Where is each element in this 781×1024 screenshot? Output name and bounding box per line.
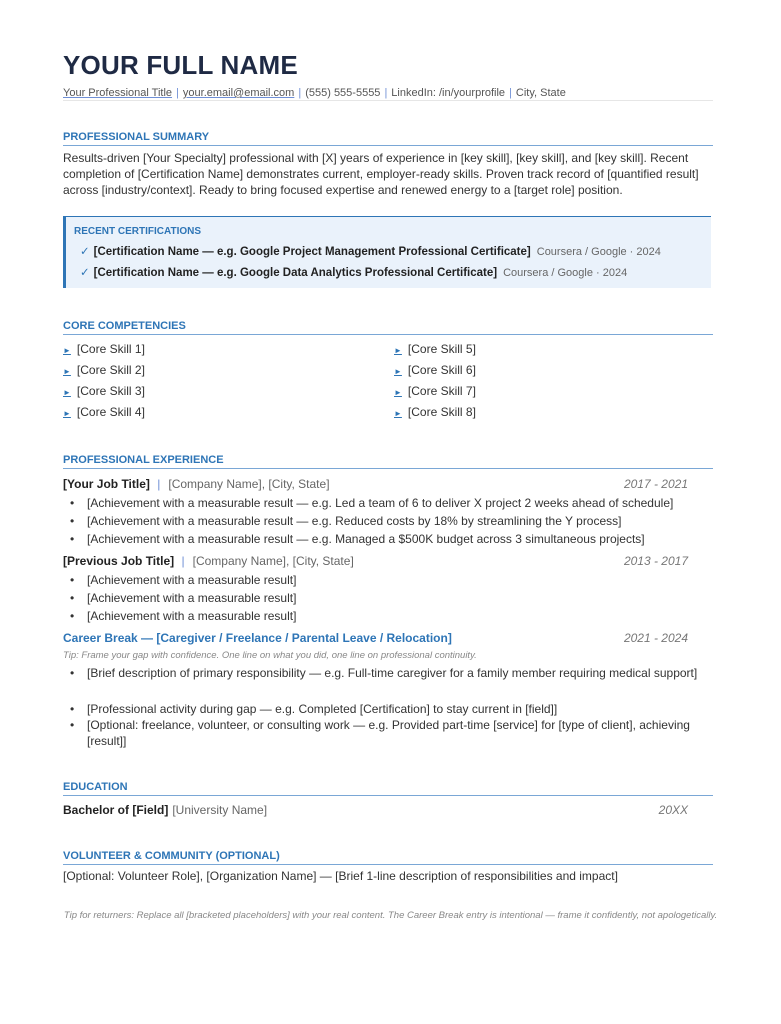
volunteer-text: [Optional: Volunteer Role], [Organization Name] — [Brief 1-line description of responsibilities and impact] xyxy=(63,869,618,883)
full-name: YOUR FULL NAME xyxy=(63,50,298,80)
career-bullet: • [Professional activity during gap — e.g. Completed [Certification] to stay current in [field]] xyxy=(70,701,720,717)
experience-heading: PROFESSIONAL EXPERIENCE xyxy=(63,454,713,469)
triangle-bullet-icon: ► xyxy=(63,388,71,397)
triangle-bullet-icon: ► xyxy=(63,409,71,418)
professional-title: Your Professional Title xyxy=(63,87,173,99)
certification-item: ✓ [Certification Name — e.g. Google Project Management Professional Certificate] Coursera / Google · 2024 xyxy=(80,246,661,258)
triangle-bullet-icon: ► xyxy=(63,367,71,376)
achievement-bullet: • [Achievement with a measurable result — e.g. Reduced costs by 18% by streamlining the Y process] xyxy=(70,513,720,529)
education-heading: EDUCATION xyxy=(63,781,713,796)
triangle-bullet-icon: ► xyxy=(394,346,402,355)
certifications-heading: RECENT CERTIFICATIONS xyxy=(74,226,202,237)
skill-item: ► [Core Skill 5] xyxy=(394,342,476,356)
summary-heading: PROFESSIONAL SUMMARY xyxy=(63,131,713,146)
check-icon: ✓ xyxy=(80,267,90,279)
achievement-bullet: • [Achievement with a measurable result] xyxy=(70,590,720,606)
contact-line: Your Professional Title | your.email@email.com | (555) 555-5555 | LinkedIn: /in/yourprofile | City, State xyxy=(63,87,713,101)
certifications-box xyxy=(63,216,711,288)
education-entry: Bachelor of [Field] [University Name] 20XX xyxy=(63,803,688,817)
linkedin: LinkedIn: /in/yourprofile xyxy=(391,87,506,99)
location: City, State xyxy=(515,87,566,99)
skill-item: ► [Core Skill 6] xyxy=(394,363,476,377)
skill-item: ► [Core Skill 2] xyxy=(63,363,145,377)
certification-item: ✓ [Certification Name — e.g. Google Data Analytics Professional Certificate] Coursera / Google · 2024 xyxy=(80,267,628,279)
achievement-bullet: • [Achievement with a measurable result — e.g. Led a team of 6 to deliver X project 2 weeks ahead of schedule] xyxy=(70,495,720,511)
triangle-bullet-icon: ► xyxy=(63,346,71,355)
summary-text: Results-driven [Your Specialty] professional with [X] years of experience in [key skill], [key skill], and [key skill]. Recent completion of [Certification Name] demonstrates current, employer-ready skills. Proven track record of [quantified result] across [industry/context]. Ready to bring focused expertise and renewed energy to a [target role] position. xyxy=(63,151,699,197)
email-link[interactable]: your.email@email.com xyxy=(182,87,295,99)
achievement-bullet: • [Achievement with a measurable result] xyxy=(70,608,720,624)
triangle-bullet-icon: ► xyxy=(394,409,402,418)
achievement-bullet: • [Achievement with a measurable result] xyxy=(70,572,720,588)
achievement-bullet: • [Achievement with a measurable result — e.g. Managed a $500K budget across 3 simultaneous projects] xyxy=(70,531,720,547)
career-bullet: • [Optional: freelance, volunteer, or consulting work — e.g. Provided part-time [service] for [type of client], achieving [result]] xyxy=(70,717,720,749)
skill-item: ► [Core Skill 1] xyxy=(63,342,145,356)
check-icon: ✓ xyxy=(80,246,90,258)
job-header: [Your Job Title] | [Company Name], [City, State] 2017 - 2021 xyxy=(63,477,688,491)
career-bullet: • [Brief description of primary responsibility — e.g. Full-time caregiver for a family member requiring medical support] xyxy=(70,665,720,681)
triangle-bullet-icon: ► xyxy=(394,367,402,376)
career-break-tip: Tip: Frame your gap with confidence. One line on what you did, one line on professional continuity. xyxy=(63,650,477,661)
volunteer-heading: VOLUNTEER & COMMUNITY (OPTIONAL) xyxy=(63,850,713,865)
footer-tip: Tip for returners: Replace all [bracketed placeholders] with your real content. The Career Break entry is intentional — frame it confidently, not apologetically. xyxy=(63,910,718,921)
skill-item: ► [Core Skill 7] xyxy=(394,384,476,398)
phone: (555) 555-5555 xyxy=(305,87,381,99)
triangle-bullet-icon: ► xyxy=(394,388,402,397)
skill-item: ► [Core Skill 3] xyxy=(63,384,145,398)
skill-item: ► [Core Skill 8] xyxy=(394,405,476,419)
skill-item: ► [Core Skill 4] xyxy=(63,405,145,419)
competencies-heading: CORE COMPETENCIES xyxy=(63,320,713,335)
career-break-header: Career Break — [Caregiver / Freelance / Parental Leave / Relocation] 2021 - 2024 xyxy=(63,631,688,645)
job-header: [Previous Job Title] | [Company Name], [City, State] 2013 - 2017 xyxy=(63,554,688,568)
